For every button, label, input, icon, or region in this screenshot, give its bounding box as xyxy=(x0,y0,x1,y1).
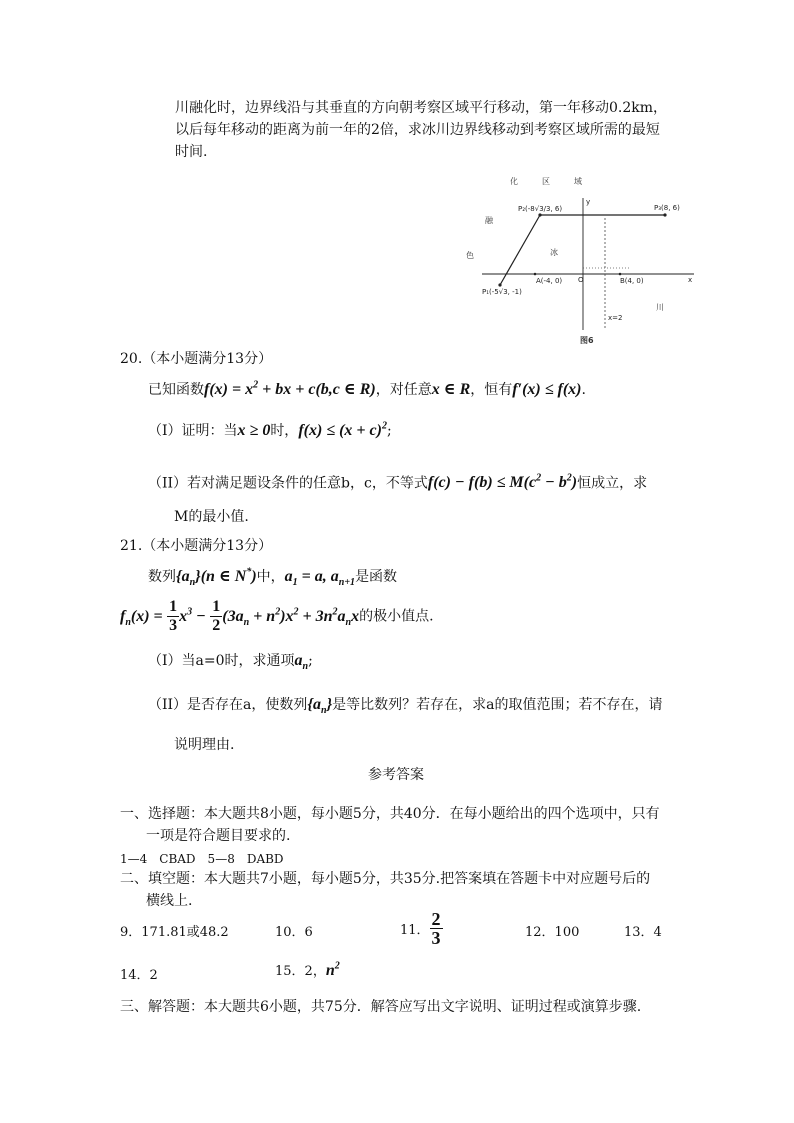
origin-label: O xyxy=(578,276,584,284)
q21-stem-mid: 中， xyxy=(256,569,285,585)
answers-choice: 1—4 CBAD 5—8 DABD xyxy=(120,852,284,866)
q20-part2 xyxy=(148,462,647,534)
answers-s2-line1: 二、填空题：本大题共7小题，每小题5分，共35分.把答案填在答题卡中对应题号后的 xyxy=(120,871,651,887)
point-p1 xyxy=(498,283,501,286)
q20-p1-mid: 时， xyxy=(270,423,299,439)
point-p3 xyxy=(663,213,666,216)
answer-15-label: 15．2， xyxy=(275,964,326,979)
answer-12: 12．100 xyxy=(525,925,580,940)
label-rong: 融 xyxy=(485,216,493,225)
q21-stem-end: 是函数 xyxy=(355,569,398,585)
q21-frac-1-2: $\frac{1}{2}$ xyxy=(212,598,221,634)
q21-heading: 21.（本小题满分13分） xyxy=(120,538,273,554)
answer-13: 13．4 xyxy=(624,925,662,940)
q21-stem xyxy=(148,566,397,588)
figure-caption: 图6 xyxy=(580,336,594,345)
answers-s1-line1: 一、选择题：本大题共8小题，每小题5分，共40分．在每小题给出的四个选项中，只有 xyxy=(120,806,660,822)
y-axis-label: y xyxy=(586,198,591,206)
answer-11 xyxy=(400,910,443,947)
label-a: A(-4, 0) xyxy=(536,277,563,285)
label-bing: 冰 xyxy=(550,248,558,257)
intro-paragraph xyxy=(175,97,667,163)
q20-p2-ineq: $f(c) - f(b) \le M(c^2 - b^2)$ xyxy=(427,473,578,492)
q20-func: $f(x) = x^2$ + bx + c(b,c ∈ R) xyxy=(204,379,376,398)
q21-seq: $\{a_n\}(n$ ∈ N*) xyxy=(176,566,257,589)
answers-section-2 xyxy=(120,868,650,912)
q20-p1-cond: x ≥ 0 xyxy=(237,422,271,439)
answers-section-1 xyxy=(120,803,660,847)
answer-15-n2: $n^2$ xyxy=(325,960,340,979)
q20-x-in-r: x ∈ R xyxy=(431,381,471,398)
q20-stem-mid: ，对任意 xyxy=(375,382,432,398)
answers-title: 参考答案 xyxy=(368,767,424,783)
q20-part1 xyxy=(148,420,392,440)
answer-11-label: 11． xyxy=(400,923,430,938)
q21-part1 xyxy=(148,650,313,672)
label-p3: P₃(8, 6) xyxy=(654,204,680,212)
q21-p1-end: ; xyxy=(308,653,313,669)
q20-p2-label: （II）若对满足题设条件的任意b，c，不等式 xyxy=(148,475,428,492)
q21-function xyxy=(120,598,434,635)
q20-p1-ineq: $f(x) \le (x + c)^2$ xyxy=(298,420,387,439)
q20-stem-mid2: ，恒有 xyxy=(470,382,513,398)
answer-9: 9．171.81或48.2 xyxy=(120,925,229,940)
q21-part2 xyxy=(148,688,663,762)
answers-section-3: 三、解答题：本大题共6小题，共75分．解答应写出文字说明、证明过程或演算步骤. xyxy=(120,999,642,1015)
q21-p1-label: （I）当a=0时，求通项 xyxy=(148,653,295,669)
figure-6 xyxy=(466,170,700,348)
q20-p1-label: （I）证明：当 xyxy=(148,423,238,439)
answer-11-fraction: $\frac{2}{3}$ xyxy=(431,909,441,948)
q21-p2-label: （II）是否存在a，使数列 xyxy=(148,697,308,713)
intro-line-2: 以后每年移动的距离为前一年的2倍，求冰川边界线移动到考察区域所需的最短 xyxy=(175,122,660,138)
q20-stem-end: . xyxy=(581,382,586,398)
label-p2: P₂(-8√3/3, 6) xyxy=(518,205,563,213)
q21-term2: $(3a_n + n^2)x^2 + 3n^2a_nx$ xyxy=(222,606,360,628)
q20-stem xyxy=(148,379,586,399)
label-b: B(4, 0) xyxy=(620,277,644,285)
q21-p1-an: $a_n$ xyxy=(294,652,309,673)
intro-line-3: 时间. xyxy=(175,144,208,160)
label-se: 色 xyxy=(466,251,474,260)
answers-s1-line2: 一项是符合题目要求的. xyxy=(146,828,291,844)
q21-func-end: 的极小值点. xyxy=(359,608,434,625)
point-a xyxy=(534,273,537,276)
q21-p2-line2: 说明理由. xyxy=(174,737,235,754)
intro-line-1: 川融化时，边界线沿与其垂直的方向朝考察区域平行移动，第一年移动0.2km， xyxy=(175,100,668,116)
q20-p1-end: ; xyxy=(386,423,392,439)
label-chuan: 川 xyxy=(656,303,664,312)
point-p2 xyxy=(538,213,541,216)
q21-p2-seq: $\{a_n\}$ xyxy=(307,696,333,717)
q20-p2-end: 恒成立，求 xyxy=(577,475,648,492)
q21-frac-1-3: $\frac{1}{3}$ xyxy=(169,598,178,634)
q21-func-lhs: $f_n(x)$ = xyxy=(120,607,163,628)
answer-15 xyxy=(275,960,340,980)
q20-stem-pre: 已知函数 xyxy=(148,382,204,398)
answer-10: 10．6 xyxy=(275,925,313,940)
q21-term1: $x^3$ − xyxy=(179,606,206,625)
answer-14: 14．2 xyxy=(120,968,158,983)
q20-ineq: f′(x) ≤ f(x) xyxy=(512,381,582,398)
q20-heading: 20.（本小题满分13分） xyxy=(120,351,273,367)
x-axis-label: x xyxy=(688,276,693,284)
answers-s2-line2: 横线上. xyxy=(146,893,193,909)
label-p1: P₁(-5√3, -1) xyxy=(482,288,522,296)
figure-top-label: 化 区 域 xyxy=(510,177,582,186)
q21-a1: $a_1 = a$, $a_{n+1}$ xyxy=(284,568,356,589)
q20-p2-line2: M的最小值. xyxy=(174,509,249,526)
q21-stem-pre: 数列 xyxy=(148,569,176,585)
q21-p2-rest: 是等比数列？若存在，求a的取值范围；若不存在，请 xyxy=(332,697,663,713)
point-b xyxy=(619,273,622,276)
label-x-equals-2: x=2 xyxy=(608,314,623,322)
